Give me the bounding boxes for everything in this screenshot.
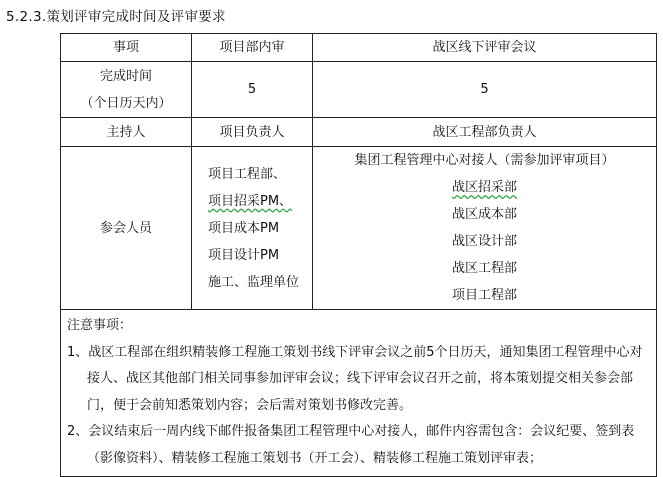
offline-host: 战区工程部负责人: [313, 118, 657, 147]
table-header-row: [61, 34, 657, 62]
offline-attendees: 集团工程管理中心对接人（需参加评审项目） 战区招采部 战区成本部 战区设计部 战区工程部 项目工程部: [313, 147, 657, 310]
header-internal-review: 项目部内审: [192, 34, 313, 62]
notes-cell: [61, 310, 657, 477]
note-item-2: 2、会议结束后一周内线下邮件报备集团工程管理中心对接人，邮件内容需包含：会议纪要、签到表（影像资料）、精装修工程施工策划书（开工会）、精装修工程施工策划评审表；: [67, 424, 635, 466]
internal-attendees: 项目工程部、 项目招采PM、 项目成本PM 项目设计PM 施工、监理单位: [192, 147, 313, 310]
review-requirements-table: [60, 33, 657, 477]
internal-host: 项目负责人: [192, 118, 313, 147]
item-host: 主持人: [61, 118, 192, 147]
note-item-1: 1、战区工程部在组织精装修工程施工策划书线下评审会议之前5个日历天，通知集团工程管理中心对接人、战区其他部门相关同事参加评审会议；线下评审会议召开之前，将本策划提交相关参会部门，便于会前知悉策划内容；会后需对策划书修改完善。: [67, 344, 643, 413]
header-offline-meeting: 战区线下评审会议: [313, 34, 657, 62]
table-row-completion-time: [61, 62, 657, 118]
internal-days: 5: [192, 62, 313, 118]
header-item: 事项: [61, 34, 192, 62]
item-attendees: 参会人员: [61, 147, 192, 310]
table-row-notes: [61, 310, 657, 477]
item-completion-time: 完成时间 （个日历天内）: [61, 62, 192, 118]
section-heading: 5.2.3.策划评审完成时间及评审要求: [6, 9, 226, 25]
table-row-attendees: [61, 147, 657, 310]
offline-days: 5: [313, 62, 657, 118]
table-row-host: [61, 118, 657, 147]
notes-title: 注意事项：: [67, 318, 133, 333]
